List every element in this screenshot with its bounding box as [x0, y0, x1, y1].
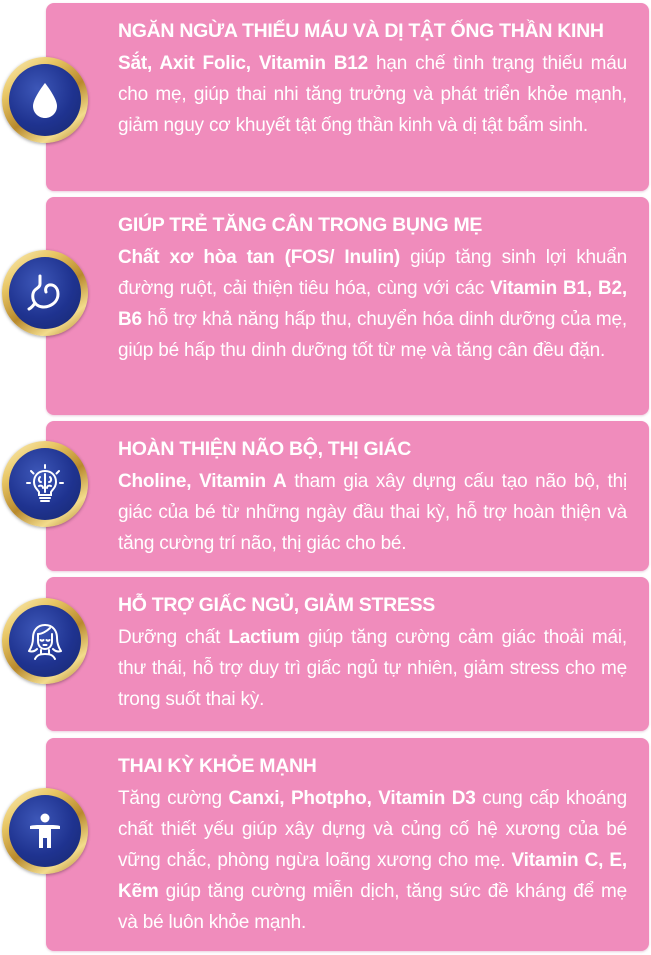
card-sleep-stress: [46, 577, 649, 731]
badge: [2, 598, 88, 684]
card-title: HỖ TRỢ GIẤC NGỦ, GIẢM STRESS: [118, 594, 435, 616]
body-highlight: Chất xơ hòa tan (FOS/ Inulin): [118, 247, 400, 268]
body-text: cung cấp khoáng chất thiết yếu giúp xây dựng và củng cố hệ xương của bé vững chắc, phòng ngừa loãng xương cho mẹ.: [118, 788, 627, 871]
body-text: giúp tăng sinh lợi khuẩn đường ruột, cải thiện tiêu hóa, cùng với các: [118, 247, 627, 299]
body-text: tham gia xây dựng cấu tạo não bộ, thị giác của bé từ những ngày đầu thai kỳ, hỗ trợ hoàn thiện và tăng cường trí não, thị giác cho bé.: [118, 471, 627, 554]
card-anemia: [46, 3, 649, 191]
standing-person-icon: [23, 809, 67, 853]
body-highlight: Canxi, Photpho, Vitamin D3: [228, 788, 476, 809]
body-highlight: Lactium: [228, 627, 300, 648]
card-body: [118, 466, 627, 559]
body-highlight: Choline, Vitamin A: [118, 471, 287, 492]
body-text: hạn chế tình trạng thiếu máu cho mẹ, giúp thai nhi tăng trưởng và phát triển khỏe mạnh, giảm nguy cơ khuyết tật ống thần kinh và dị tật bẩm sinh.: [118, 53, 627, 136]
badge: [2, 57, 88, 143]
card-body: [118, 783, 627, 938]
sleeping-woman-icon: [23, 619, 67, 663]
card-body: [118, 622, 627, 715]
card-body: [118, 242, 627, 366]
card-title: GIÚP TRẺ TĂNG CÂN TRONG BỤNG MẸ: [118, 214, 483, 236]
badge: [2, 250, 88, 336]
body-text: Tăng cường: [118, 788, 229, 809]
water-drop-icon: [23, 78, 67, 122]
card-title: NGĂN NGỪA THIẾU MÁU VÀ DỊ TẬT ỐNG THẦN KINH: [118, 20, 604, 42]
card-body: [118, 48, 627, 141]
body-text: giúp tăng cường cảm giác thoải mái, thư thái, hỗ trợ duy trì giấc ngủ tự nhiên, giảm stress cho mẹ trong suốt thai kỳ.: [118, 627, 627, 710]
body-highlight: Vitamin C, E, Kẽm: [118, 850, 627, 902]
body-highlight: Vitamin B1, B2, B6: [118, 278, 627, 330]
body-highlight: Sắt, Axit Folic, Vitamin B12: [118, 53, 369, 74]
badge: [2, 788, 88, 874]
brain-bulb-icon: [23, 462, 67, 506]
body-text: giúp tăng cường miễn dịch, tăng sức đề kháng để mẹ và bé luôn khỏe mạnh.: [118, 881, 627, 933]
badge: [2, 441, 88, 527]
body-text: hỗ trợ khả năng hấp thu, chuyển hóa dinh dưỡng của mẹ, giúp bé hấp thu dinh dưỡng tốt từ mẹ và tăng cân đều đặn.: [118, 309, 627, 361]
card-weight-gain: [46, 197, 649, 415]
card-healthy-pregnancy: [46, 738, 649, 951]
stomach-icon: [23, 271, 67, 315]
body-text: Dưỡng chất: [118, 627, 229, 648]
card-brain-vision: [46, 421, 649, 571]
card-title: THAI KỲ KHỎE MẠNH: [118, 755, 317, 777]
card-title: HOÀN THIỆN NÃO BỘ, THỊ GIÁC: [118, 438, 412, 460]
